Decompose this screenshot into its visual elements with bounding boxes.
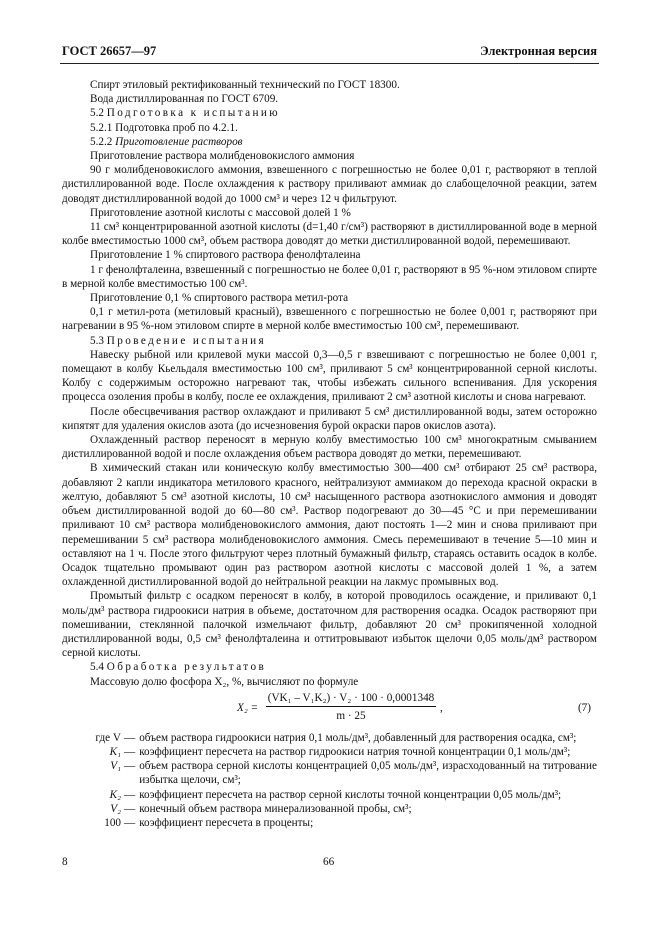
subheading-ammonium-molybdate: Приготовление раствора молибденовокислого аммония: [90, 150, 355, 163]
definition-symbol: V₁: [110, 760, 121, 773]
formula-intro: Массовую долю фосфора X₂, %, вычисляют по формуле: [90, 675, 359, 688]
subheading-methyl-red: Приготовление 0,1 % спиртового раствора метил-рота: [90, 292, 349, 305]
paragraph: 90 г молибденовокислого аммония, взвешенного с погрешностью не более 0,01 г, растворяют в теплой дистиллированной воде. После охлаждения к раствору приливают аммиак до слабощелочной реакции, затем доводят дистиллированной водой до 1000 см³ и через 12 ч фильтруют.: [62, 164, 597, 205]
section-5-2-1: 5.2.1 Подготовка проб по 4.2.1.: [90, 121, 238, 134]
section-number: 5.3: [90, 334, 104, 347]
formula-comma: ,: [440, 701, 443, 714]
definition-item: [62, 731, 597, 745]
header-rule: [60, 63, 599, 64]
definition-text: коэффициент пересчета на раствор гидроокиси натрия точной концентрации 0,1 моль/дм³;: [139, 745, 571, 758]
page-number-left: 8: [62, 856, 68, 868]
paragraph: После обесцвечивания раствор охлаждают и приливают 5 см³ дистиллированной воды, затем осторожно кипятят для удаления окислов азота (до исчезновения бурой окраски паров окислов азота).: [62, 405, 597, 432]
definition-item: [62, 759, 597, 787]
definition-dash: —: [124, 731, 136, 744]
subheading-nitric-acid: Приготовление азотной кислоты с массовой долей 1 %: [90, 206, 351, 219]
definition-item: [62, 802, 597, 816]
definition-item: [62, 745, 597, 759]
page-body: [62, 78, 597, 830]
section-title: Проведение испытания: [106, 334, 267, 347]
definition-item: [62, 788, 597, 802]
section-number: 5.4: [90, 661, 104, 674]
paragraph: 1 г фенолфталеина, взвешенный с погрешностью не более 0,01 г, растворяют в 95 %-ном этиловом спирте в мерной колбе вместимостью 100 см³.: [62, 263, 597, 290]
definition-text: объем раствора серной кислоты концентрацией 0,05 моль/дм³, израсходованный на титрование избытка щелочи, см³;: [139, 760, 597, 787]
formula-7: [62, 691, 597, 727]
section-number: 5.2: [90, 107, 104, 120]
definition-dash: —: [124, 788, 136, 801]
paragraph: 11 см³ концентрированной азотной кислоты (d=1,40 г/см³) растворяют в дистиллированной воде в мерной колбе вместимостью 1000 см³, объем раствора доводят до метки дистиллированной водой, перемешивают.: [62, 221, 597, 248]
definition-text: объем раствора гидроокиси натрия 0,1 моль/дм³, добавленный для растворения осадка, см³;: [139, 731, 577, 744]
definition-symbol: K₂: [109, 788, 121, 801]
definition-symbol: K₁: [109, 745, 121, 758]
formula-fraction: [266, 691, 436, 723]
document-code: ГОСТ 26657—97: [62, 44, 157, 58]
section-number: 5.2.2: [90, 135, 113, 148]
definition-text: конечный объем раствора минерализованной пробы, см³;: [139, 802, 412, 815]
paragraph: Промытый фильтр с осадком переносят в колбу, в которой проводилось осаждение, и приливают 0,1 моль/дм³ раствора гидроокиси натрия в объеме, достаточном для растворения осадка. Осадок растворяют при помешивании, стеклянной палочкой измельчают фильтр, добавляют 20 см³ прокипяченной холодной дистиллированной воды, 0,5 см³ фенолфталеина и оттитровывают избыток щелочи 0,05 моль/дм³ раствором серной кислоты.: [62, 590, 597, 660]
formula-lhs: X₂ =: [237, 701, 259, 714]
definition-symbol: где V: [95, 731, 121, 744]
definition-dash: —: [124, 816, 136, 829]
subheading-phenolphthalein: Приготовление 1 % спиртового раствора фенолфталеина: [90, 249, 361, 262]
definitions-list: [62, 731, 597, 830]
section-title: Обработка результатов: [106, 661, 267, 674]
paragraph: Навеску рыбной или крилевой муки массой 0,3—0,5 г взвешивают с погрешностью не более 0,001 г, помещают в колбу Кьельдаля вместимостью 100 см³, приливают 5 см³ концентрированной серной кислоты. Колбу с содержимым осторожно нагревают так, чтобы избежать сильного вспенивания. Для ускорения процесса озоления пробы в колбу, после ее охлаждения, приливают 2 см³ азотной кислоты и снова нагревают.: [62, 348, 597, 404]
section-title: Приготовление растворов: [115, 135, 243, 148]
definition-symbol: V₂: [110, 802, 121, 815]
definition-item: [62, 816, 597, 830]
section-title: Подготовка к испытанию: [106, 107, 281, 120]
formula-number: (7): [577, 701, 591, 714]
paragraph: В химический стакан или коническую колбу вместимостью 300—400 см³ отбирают 25 см³ раствора, добавляют 2 капли индикатора метилового красного, нейтрализуют аммиаком до перехода красной окраски в желтую, добавляют 5 см³ азотной кислоты, 10 см³ насыщенного раствора азотнокислого аммония и доводят объем дистиллированной водой до 60—80 см³. Раствор подогревают до 30—45 °С и при перемешивании приливают 10 см³ раствора молибденовокислого аммония, дают постоять 1—2 мин и снова приливают при перемешивании 5 см³ раствора молибденовокислого аммония. Смесь перемешивают в течение 5—10 мин и оставляют на 1 ч. После этого фильтруют через плотный бумажный фильтр, стараясь оставить осадок в колбе. Осадок тщательно промывают один раз раствором азотной кислоты с массовой долей 1 %, а затем охлажденной дистиллированной водой до нейтральной реакции на лакмус промывных вод.: [62, 462, 597, 589]
page-number-center: 66: [323, 856, 335, 868]
definition-symbol: 100: [104, 816, 121, 829]
definition-text: коэффициент пересчета в проценты;: [139, 816, 314, 829]
paragraph: Охлажденный раствор переносят в мерную колбу вместимостью 100 см³ многократным смыванием дистиллированной водой и после охлаждения объем раствора доводят до метки, перемешивают.: [62, 434, 597, 461]
section-5-3-heading: [62, 334, 597, 348]
definition-dash: —: [124, 802, 136, 815]
section-5-4-heading: [62, 660, 597, 674]
definition-dash: —: [124, 760, 136, 773]
paragraph: 0,1 г метил-рота (метиловый красный), взвешенного с погрешностью не более 0,001 г, растворяют при нагревании в 95 %-ном этиловом спирте в мерной колбе вместимостью 100 см³, перемешивают.: [62, 306, 597, 333]
definition-text: коэффициент пересчета на раствор серной кислоты точной концентрации 0,05 моль/дм³;: [139, 788, 562, 801]
definition-dash: —: [124, 745, 136, 758]
section-5-2-heading: [62, 106, 597, 120]
edition-label: Электронная версия: [480, 44, 597, 58]
line-reagent-water: Вода дистиллированная по ГОСТ 6709.: [90, 93, 279, 106]
formula-denominator: m · 25: [336, 709, 366, 722]
line-reagent-alcohol: Спирт этиловый ректификованный технический по ГОСТ 18300.: [90, 79, 400, 91]
formula-numerator: (VK₁ – V₁K₂) · V₂ · 100 · 0,0001348: [266, 691, 436, 707]
section-5-2-2-heading: [62, 135, 597, 149]
